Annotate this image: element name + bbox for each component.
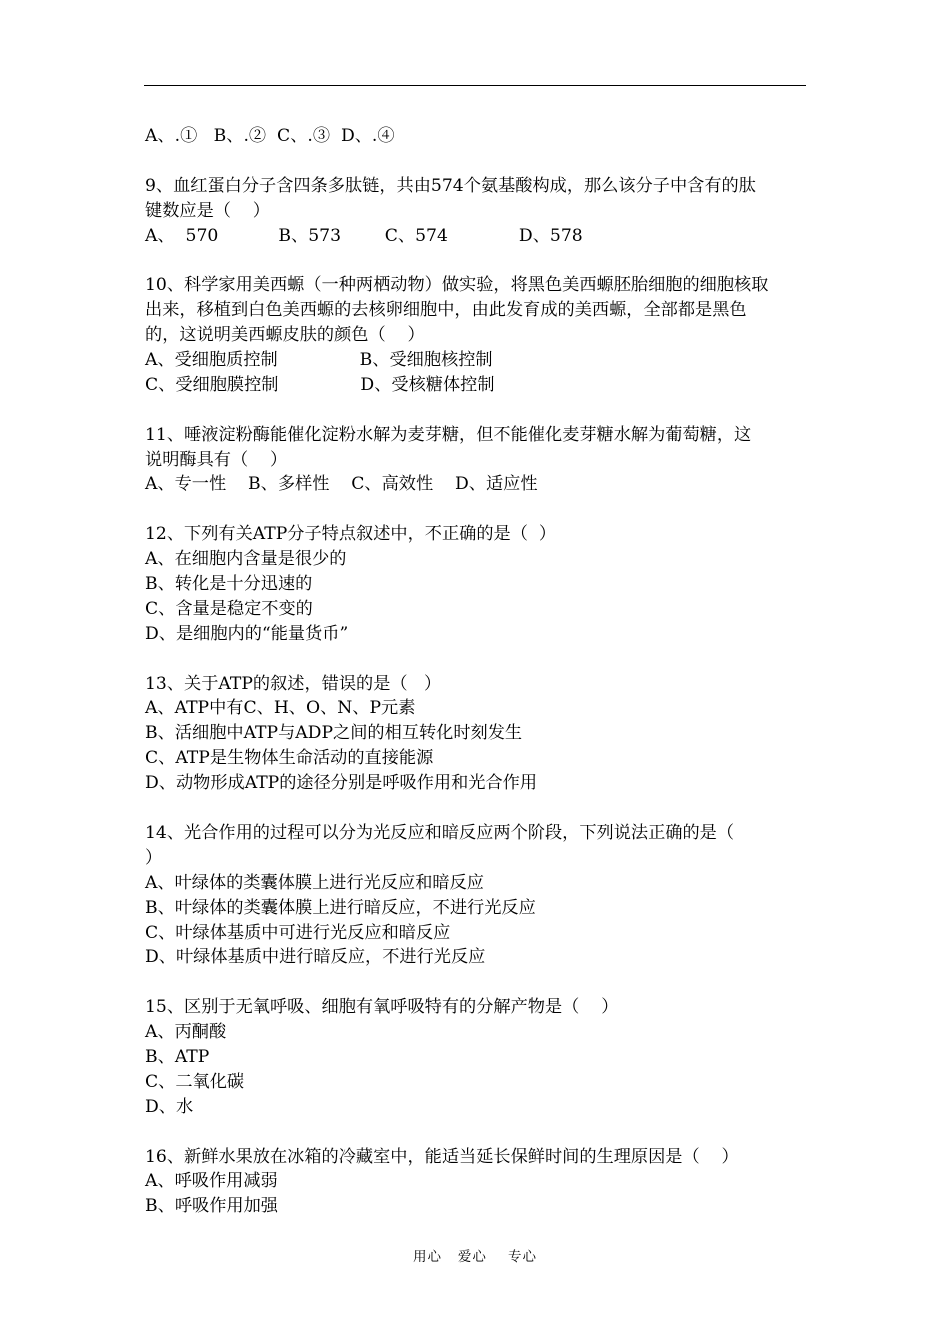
question-option: B、活细胞中ATP与ADP之间的相互转化时刻发生 — [145, 723, 523, 744]
spacer — [145, 398, 807, 423]
question-option: C、受细胞膜控制 D、受核糖体控制 — [145, 374, 495, 395]
page-footer: 用心 爱心 专心 — [412, 1249, 538, 1265]
question-stem-line: 11、唾液淀粉酶能催化淀粉水解为麦芽糖，但不能催化麦芽糖水解为葡萄糖，这 — [145, 424, 752, 445]
question-stem-line: 15、区别于无氧呼吸、细胞有氧呼吸特有的分解产物是（ ） — [145, 997, 619, 1018]
question-option: C、含量是稳定不变的 — [145, 598, 313, 619]
question-stem-line: 说明酶具有（ ） — [145, 449, 288, 470]
question-11 — [145, 423, 807, 498]
question-stem-line: 14、光合作用的过程可以分为光反应和暗反应两个阶段，下列说法正确的是（ — [145, 822, 735, 843]
question-stem-line: 键数应是（ ） — [145, 200, 270, 221]
question-option: A、叶绿体的类囊体膜上进行光反应和暗反应 — [145, 872, 484, 893]
question-stem-line: ） — [145, 847, 163, 868]
question-option: A、受细胞质控制 B、受细胞核控制 — [145, 350, 493, 371]
question-option: A、丙酮酸 — [145, 1022, 227, 1043]
question-option: B、呼吸作用加强 — [145, 1196, 278, 1217]
question-stem-line: 的，这说明美西螈皮肤的颜色（ ） — [145, 325, 425, 346]
question-option: A、呼吸作用减弱 — [145, 1171, 278, 1192]
question-option: A、 570 B、573 C、574 D、578 — [145, 225, 583, 246]
question-13 — [145, 672, 807, 796]
question-14 — [145, 821, 807, 970]
question-9 — [145, 174, 807, 249]
question-option: D、动物形成ATP的途径分别是呼吸作用和光合作用 — [145, 773, 538, 794]
spacer — [145, 970, 807, 995]
question-option: A、ATP中有C、H、O、N、P元素 — [145, 698, 416, 719]
spacer — [145, 1120, 807, 1145]
question-option: D、是细胞内的“能量货币” — [145, 623, 349, 644]
document-body — [145, 124, 807, 1219]
question-option: D、水 — [145, 1096, 194, 1117]
question-12 — [145, 522, 807, 646]
question-stem-line: 16、新鲜水果放在冰箱的冷藏室中，能适当延长保鲜时间的生理原因是（ ） — [145, 1146, 739, 1167]
question-stem-line: 出来，移植到白色美西螈的去核卵细胞中，由此发育成的美西螈，全部都是黑色 — [145, 300, 747, 321]
question-stem-line: 12、下列有关ATP分子特点叙述中，不正确的是（ ） — [145, 524, 557, 545]
question-option: D、叶绿体基质中进行暗反应，不进行光反应 — [145, 947, 486, 968]
question-option: C、ATP是生物体生命活动的直接能源 — [145, 748, 434, 769]
spacer — [145, 149, 807, 174]
question-option: B、ATP — [145, 1046, 210, 1067]
question-option: B、叶绿体的类囊体膜上进行暗反应，不进行光反应 — [145, 897, 536, 918]
question-option: A、在细胞内含量是很少的 — [145, 549, 347, 570]
previous-question-options: A、.① B、.② C、.③ D、.④ — [145, 126, 395, 146]
spacer — [145, 248, 807, 273]
question-10 — [145, 273, 807, 397]
question-stem-line: 10、科学家用美西螈（一种两栖动物）做实验，将黑色美西螈胚胎细胞的细胞核取 — [145, 275, 769, 296]
question-option: C、二氧化碳 — [145, 1071, 245, 1092]
question-option: B、转化是十分迅速的 — [145, 574, 313, 595]
header-rule — [144, 85, 806, 86]
question-16 — [145, 1145, 807, 1220]
spacer — [145, 497, 807, 522]
spacer — [145, 647, 807, 672]
question-stem-line: 9、血红蛋白分子含四条多肽链，共由574个氨基酸构成，那么该分子中含有的肽 — [145, 175, 756, 196]
spacer — [145, 796, 807, 821]
question-15 — [145, 995, 807, 1119]
question-option: C、叶绿体基质中可进行光反应和暗反应 — [145, 922, 451, 943]
question-stem-line: 13、关于ATP的叙述，错误的是（ ） — [145, 673, 442, 694]
question-option: A、专一性 B、多样性 C、高效性 D、适应性 — [145, 474, 538, 495]
